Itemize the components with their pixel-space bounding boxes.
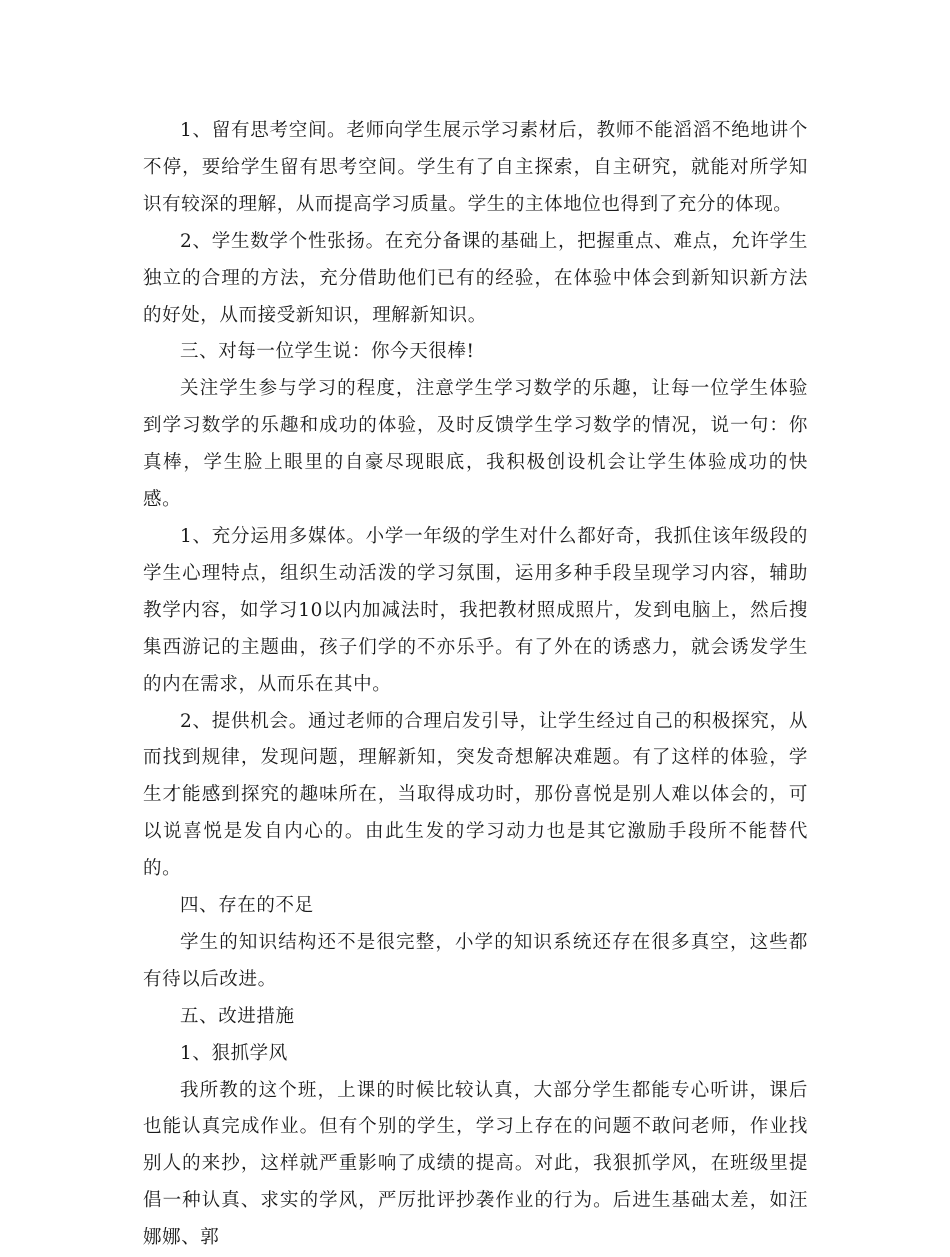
paragraph-shortcomings: 学生的知识结构还不是很完整，小学的知识系统还存在很多真空，这些都有待以后改进。: [143, 931, 808, 990]
paragraph-participation: 关注学生参与学习的程度，注意学生学习数学的乐趣，让每一位学生体验到学习数学的乐趣和成功的体验，及时反馈学生学习数学的情况，说一句：你真棒，学生脸上眼里的自豪尽现眼底，我积极创设机会让学生体验成功的快感。: [143, 378, 808, 511]
paragraph-think-space: 1、留有思考空间。老师向学生展示学习素材后，教师不能滔滔不绝地讲个不停，要给学生留有思考空间。学生有了自主探索，自主研究，就能对所学知识有较深的理解，从而提高学习质量。学生的主体地位也得到了充分的体现。: [143, 120, 808, 215]
section-heading-shortcomings: 四、存在的不足: [180, 895, 314, 917]
paragraph-study-style: 我所教的这个班，上课的时候比较认真，大部分学生都能专心听讲，课后也能认真完成作业。但有个别的学生，学习上存在的问题不敢问老师，作业找别人的来抄，这样就严重影响了成绩的提高。对此，我狠抓学风，在班级里提倡一种认真、求实的学风，严厉批评抄袭作业的行为。后进生基础太差，如汪娜娜、郭: [143, 1079, 808, 1249]
subheading-study-style: 1、狠抓学风: [180, 1042, 288, 1064]
document-body: [143, 113, 808, 1257]
section-heading-improvements: 五、改进措施: [180, 1005, 295, 1027]
paragraph-multimedia: 1、充分运用多媒体。小学一年级的学生对什么都好奇，我抓住该年级段的学生心理特点，组织生动活泼的学习氛围，运用多种手段呈现学习内容，辅助教学内容，如学习10以内加减法时，我把教材照成照片，发到电脑上，然后搜集西游记的主题曲，孩子们学的不亦乐乎。有了外在的诱惑力，就会诱发学生的内在需求，从而乐在其中。: [143, 525, 808, 695]
section-heading-praise: 三、对每一位学生说：你今天很棒!: [180, 341, 475, 363]
paragraph-opportunity: 2、提供机会。通过老师的合理启发引导，让学生经过自己的积极探究，从而找到规律，发现问题，理解新知，突发奇想解决难题。有了这样的体验，学生才能感到探究的趣味所在，当取得成功时，那份喜悦是别人难以体会的，可以说喜悦是发自内心的。由此生发的学习动力也是其它激励手段所不能替代的。: [143, 710, 808, 880]
paragraph-math-personality: 2、学生数学个性张扬。在充分备课的基础上，把握重点、难点，允许学生独立的合理的方法，充分借助他们已有的经验，在体验中体会到新知识新方法的好处，从而接受新知识，理解新知识。: [143, 230, 808, 326]
